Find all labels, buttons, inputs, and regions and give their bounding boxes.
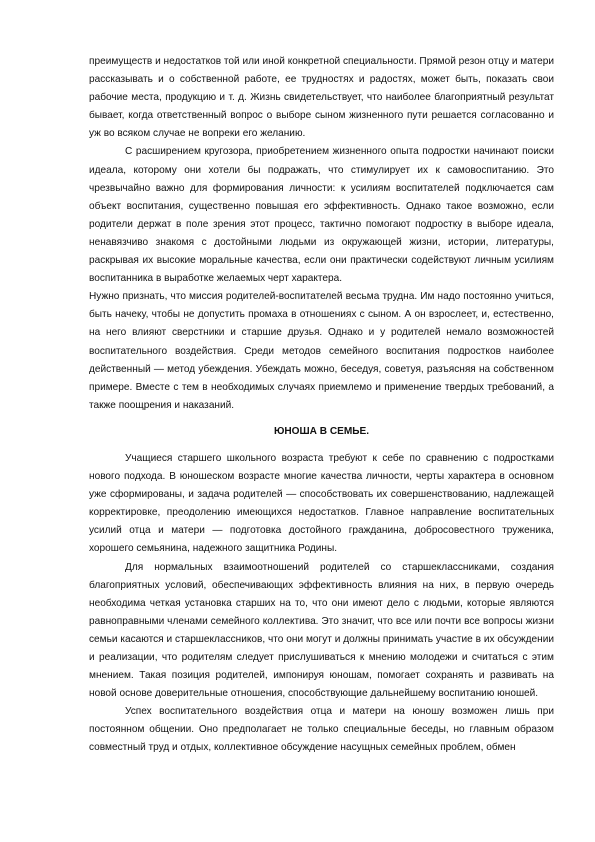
paragraph-relationships: Для нормальных взаимоотношений родителей со старшеклассниками, создания благоприятных условий, обеспечивающих эффективность влияния на них, в первую очередь необходима четкая установка старших на то, что они имеют дело с людьми, которые являются равноправными членами семейного коллектива. Это значит, что все или почти все вопросы жизни семьи касаются и старшеклассников, что они могут и должны принимать участие в их обсуждении и реализации, что родителям следует прислушиваться к мнению молодежи и считаться с этим мнением. Такая позиция родителей, импонируя юношам, помогает сохранять и развивать на новой основе доверительные отношения, способствующие дальнейшему воспитанию юношей. (89, 561, 554, 700)
paragraph-parents-mission: Нужно признать, что миссия родителей-воспитателей весьма трудна. Им надо постоянно учиться, быть начеку, чтобы не допустить промаха в отношениях с сыном. А он взрослеет, и, естественно, на него влияют сверстники и старшие друзья. Однако и у родителей немало возможностей воспитательного воздействия. Среди методов семейного воспитания подростков наиболее действенный — метод убеждения. Убеждать можно, беседуя, советуя, разъясняя на собственном примере. Вместе с тем в необходимых случаях приемлемо и применение твердых требований, а также поощрения и наказаний. (89, 291, 554, 411)
document-body (89, 53, 554, 758)
section-heading: ЮНОША В СЕМЬЕ. (273, 425, 370, 437)
paragraph-career-choice: преимуществ и недостатков той или иной конкретной специальности. Прямой резон отцу и матери рассказывать и о собственной работе, ее трудностях и радостях, может быть, показать свои рабочие места, продукцию и т. д. Жизнь свидетельствует, что наиболее благоприятный результат бывает, когда ответственный вопрос о выборе сыном жизненного пути решается согласованно и уж во всяком случае не вопреки его желанию. (89, 56, 554, 140)
paragraph-communication: Успех воспитательного воздействия отца и матери на юношу возможен лишь при постоянном общении. Оно предполагает не только специальные беседы, но главным образом совместный труд и отдых, коллективное обсуждение насущных семейных проблем, обмен (89, 706, 554, 754)
paragraph-senior-students: Учащиеся старшего школьного возраста требуют к себе по сравнению с подростками нового подхода. В юношеском возрасте многие качества личности, черты характера в основном уже сформированы, и задача родителей — способствовать их совершенствованию, надлежащей корректировке, преодолению имеющихся недостатков. Главное направление воспитательных усилий отца и матери — подготовка достойного гражданина, добросовестного труженика, хорошего семьянина, надежного защитника Родины. (89, 452, 554, 555)
paragraph-ideal-search: С расширением кругозора, приобретением жизненного опыта подростки начинают поиски идеала, которому они хотели бы подражать, что стимулирует их к самовоспитанию. Это чрезвычайно важно для формирования личности: к усилиям воспитателей подключается сам объект воспитания, существенно повышая его эффективность. Однако такое возможно, если родители держат в поле зрения этот процесс, тактично помогают подростку в выборе идеала, ненавязчиво знакомя с достойными людьми из окружающей жизни, истории, литературы, раскрывая их высокие моральные качества, если они практически содействуют личным усилиям воспитанника в выработке желаемых черт характера. (89, 146, 554, 285)
